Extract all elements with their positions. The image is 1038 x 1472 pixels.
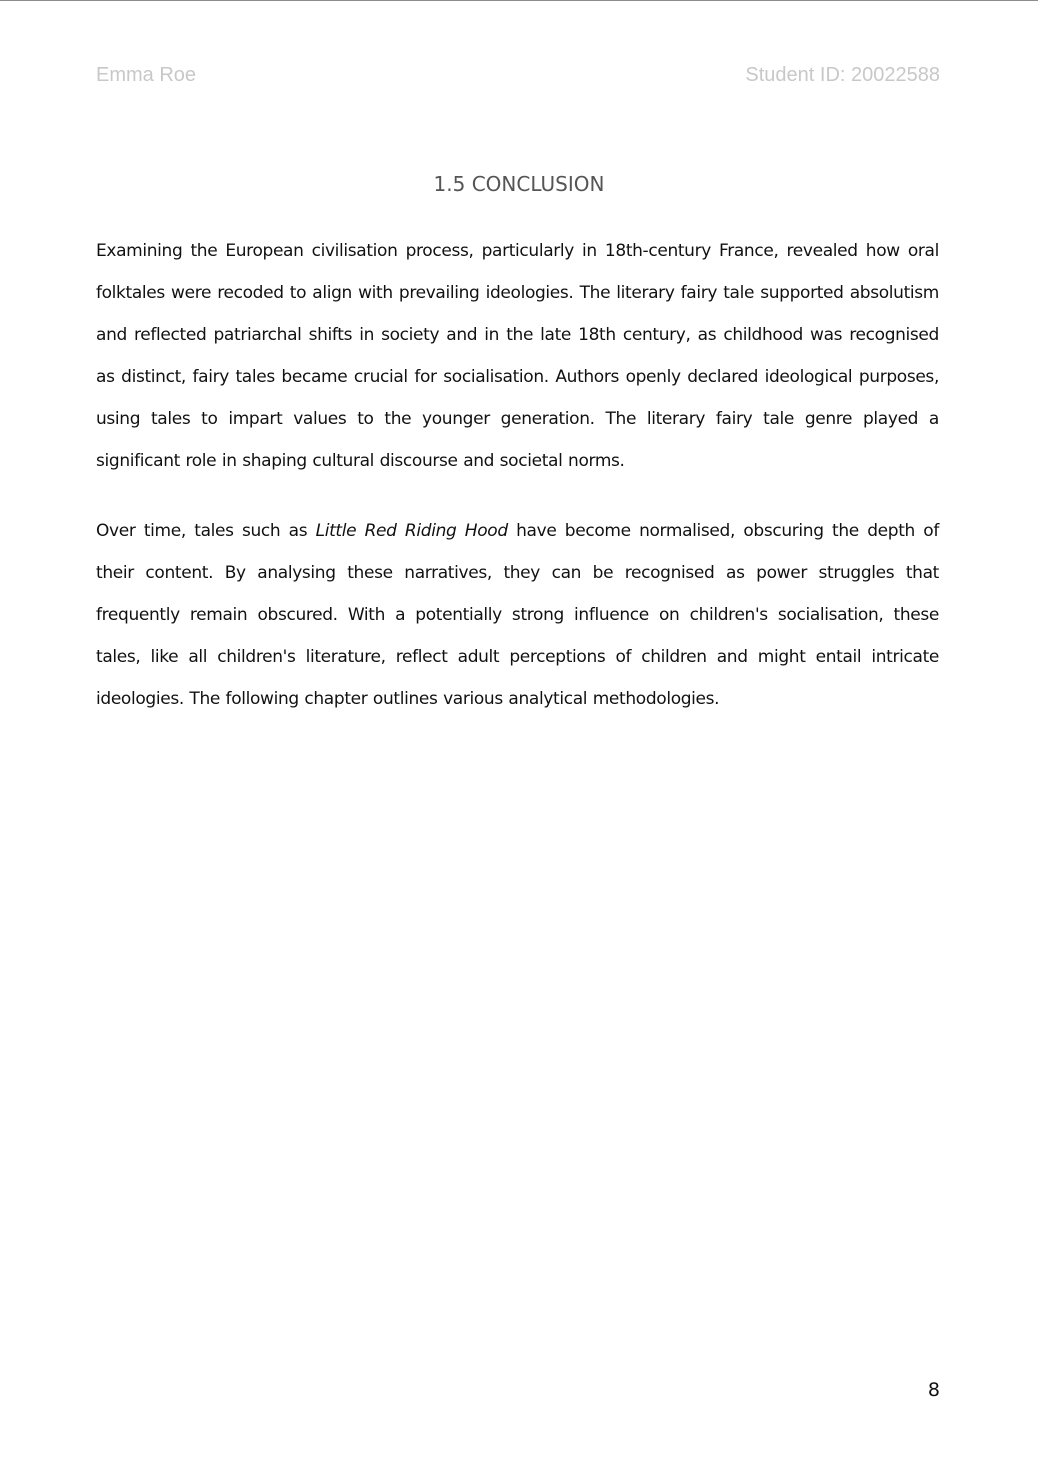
paragraph-2-lead-text: Over time, tales such as bbox=[96, 521, 316, 541]
section-heading: 1.5 CONCLUSION bbox=[433, 172, 605, 196]
body-paragraph-1: Examining the European civilisation process, particularly in 18th-century France, revealed how oral folktales were recoded to align with prevailing ideologies. The literary fairy tale supported absolutism and reflected patriarchal shifts in society and in the late 18th century, as childhood was recognised as distinct, fairy tales became crucial for socialisation. Authors openly declared ideological purposes, using tales to impart values to the younger generation. The literary fairy tale genre played a significant role in shaping cultural discourse and societal norms. bbox=[96, 241, 939, 471]
page-number: 8 bbox=[927, 1379, 940, 1401]
body-paragraph-2 bbox=[96, 510, 939, 720]
header-student-id: Student ID: 20022588 bbox=[745, 64, 940, 86]
book-title-italic: Little Red Riding Hood bbox=[315, 521, 508, 541]
paragraph-2-rest-text: have become normalised, obscuring the depth of their content. By analysing these narratives, they can be recognised as power struggles that frequently remain obscured. With a potentially strong influence on children's socialisation, these tales, like all children's literature, reflect adult perceptions of children and might entail intricate ideologies. The following chapter outlines various analytical methodologies. bbox=[96, 521, 939, 709]
header-author: Emma Roe bbox=[96, 64, 197, 86]
